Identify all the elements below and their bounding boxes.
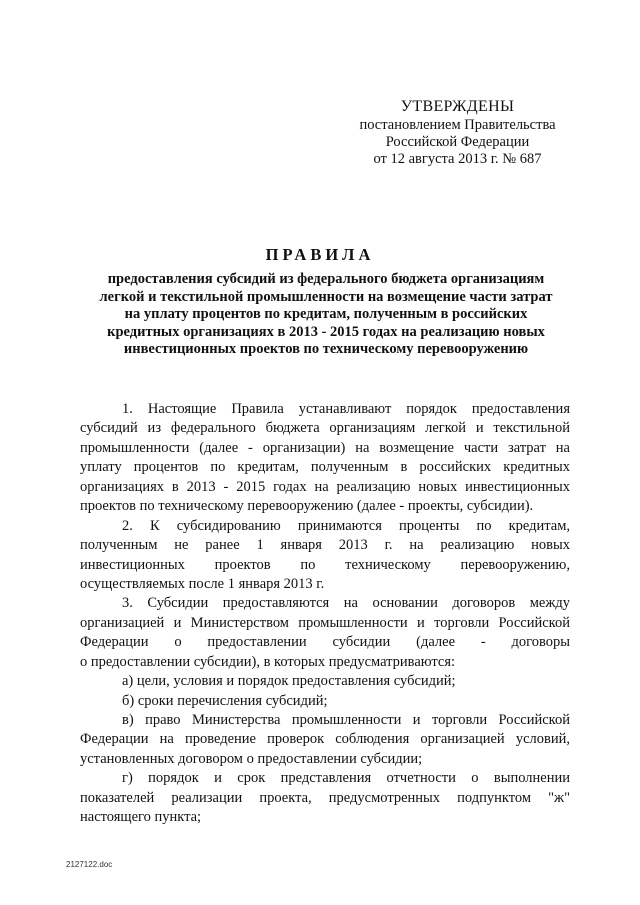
document-title: ПРАВИЛА — [265, 245, 375, 264]
subtitle-line: легкой и текстильной промышленности на возмещение части затрат — [99, 288, 553, 305]
paragraph-1-line: субсидий из федерального бюджета организациям легкой и текстильной — [80, 420, 570, 437]
subitem-a: а) цели, условия и порядок предоставления субсидий; — [122, 673, 456, 690]
subtitle-line: инвестиционных проектов по техническому перевооружению — [123, 341, 529, 358]
subitem-v-line: в) право Министерства промышленности и торговли Российской — [122, 712, 570, 728]
paragraph-3-line: Федерации о предоставлении субсидии (далее - договоры — [80, 634, 570, 651]
paragraph-3-line: о предоставлении субсидии), в которых предусматриваются: — [80, 653, 456, 670]
approval-line: Российской Федерации — [385, 134, 530, 150]
paragraph-1-line: уплату процентов по кредитам, полученным в российских кредитных — [80, 459, 570, 476]
paragraph-1-line: организациях в 2013 - 2015 годах на реализацию новых инвестиционных — [80, 478, 570, 495]
approval-date-number: от 12 августа 2013 г. № 687 — [373, 151, 542, 167]
paragraph-3-line: 3. Субсидии предоставляются на основании договоров между — [122, 595, 570, 612]
paragraph-2-line: осуществляемых после 1 января 2013 г. — [80, 575, 325, 592]
document-subtitle — [70, 271, 582, 359]
paragraph-1-line: проектов по техническому перевооружению (далее - проекты, субсидии). — [80, 498, 534, 515]
paragraph-2-line: 2. К субсидированию принимаются проценты по кредитам, — [122, 517, 570, 534]
approval-stamp — [340, 98, 575, 168]
paragraph-2-line: полученным не ранее 1 января 2013 г. на реализацию новых — [80, 537, 570, 554]
paragraph-3-line: организацией и Министерством промышленности и торговли Российской — [80, 614, 570, 631]
subitem-g-line: настоящего пункта; — [80, 809, 202, 826]
paragraph-1-line: 1. Настоящие Правила устанавливают порядок предоставления — [122, 401, 570, 417]
approval-title: УТВЕРЖДЕНЫ — [400, 98, 515, 115]
paragraph-2-line: инвестиционных проектов по техническому перевооружению, — [80, 556, 570, 573]
subitem-v-line: Федерации на проведение проверок соблюдения организацией условий, — [80, 731, 570, 748]
file-name-footer: 2127122.doc — [66, 860, 113, 869]
subitem-b: б) сроки перечисления субсидий; — [122, 692, 328, 709]
approval-line: постановлением Правительства — [359, 117, 556, 133]
paragraph-1-line: промышленности (далее - организации) на возмещение части затрат на — [80, 439, 570, 456]
subtitle-line: кредитных организациях в 2013 - 2015 годах на реализацию новых — [107, 323, 545, 340]
document-body — [80, 400, 570, 828]
subitem-v-line: установленных договором о предоставлении субсидии; — [80, 750, 423, 767]
subtitle-line: предоставления субсидий из федерального бюджета организациям — [107, 271, 545, 287]
subtitle-line: на уплату процентов по кредитам, полученным в российских — [124, 306, 528, 323]
subitem-g-line: показателей реализации проекта, предусмотренных подпунктом "ж" — [80, 789, 570, 806]
subitem-g-line: г) порядок и срок представления отчетности о выполнении — [122, 770, 570, 787]
